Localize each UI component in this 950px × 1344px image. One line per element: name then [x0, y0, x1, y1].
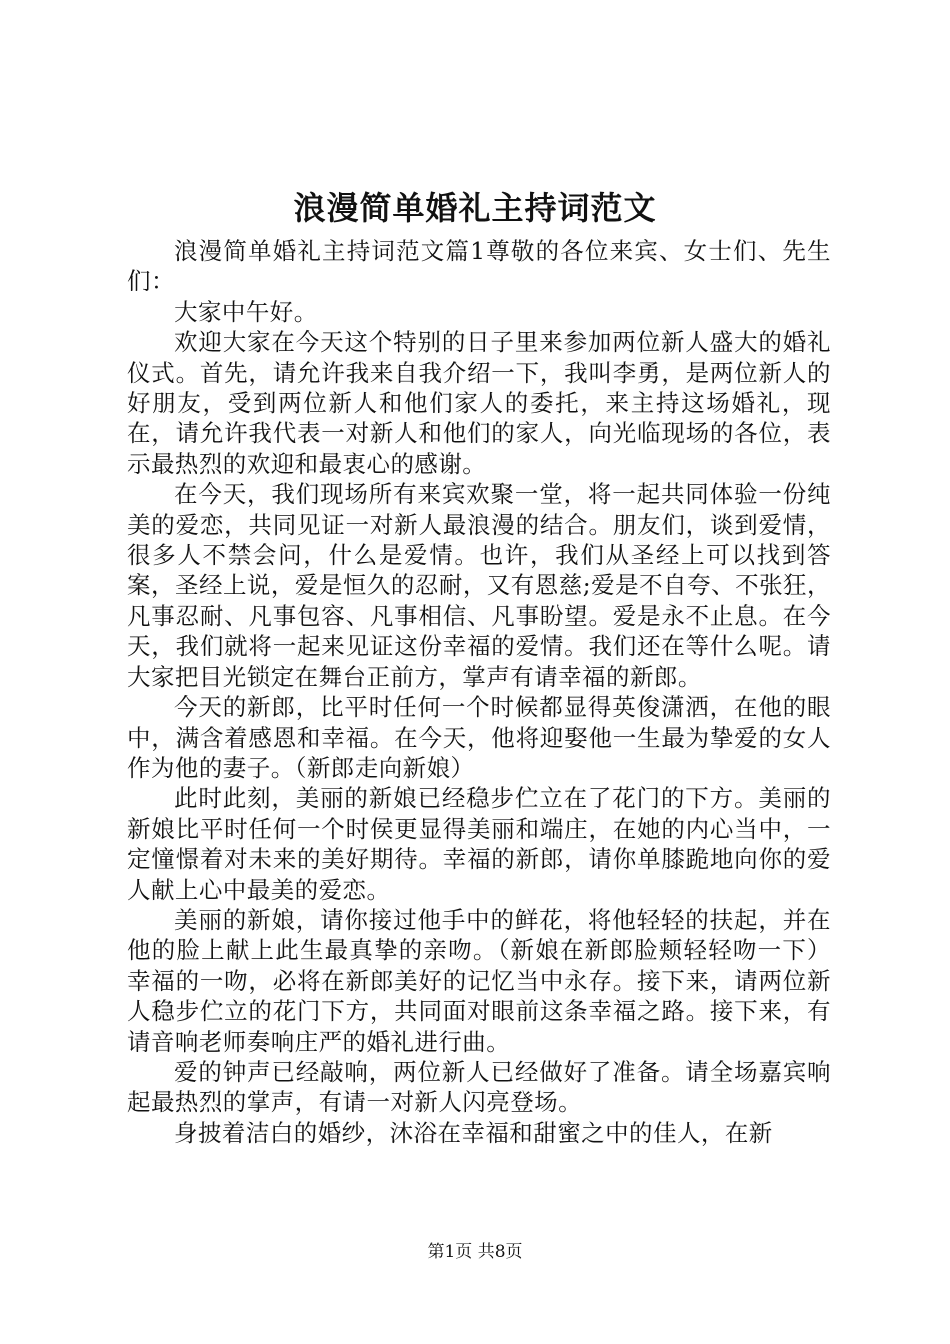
- paragraph-6: 此时此刻，美丽的新娘已经稳步伫立在了花门的下方。美丽的新娘比平时任何一个时侯更显得美丽和端庄，在她的内心当中，一定憧憬着对未来的美好期待。幸福的新郎，请你单膝跪地向你的爱人献上心中最美的爱恋。: [127, 784, 831, 904]
- paragraph-9: 身披着洁白的婚纱，沐浴在幸福和甜蜜之中的佳人，在新: [174, 1118, 773, 1147]
- page-footer: 第1页 共8页: [427, 1242, 523, 1262]
- paragraph-1: 浪漫简单婚礼主持词范文篇1尊敬的各位来宾、女士们、先生们：: [127, 237, 831, 296]
- document-body: [127, 236, 831, 1148]
- paragraph-7: 美丽的新娘，请你接过他手中的鲜花，将他轻轻的扶起，并在他的脸上献上此生最真挚的亲吻。（新娘在新郎脸颊轻轻吻一下）幸福的一吻，必将在新郎美好的记忆当中永存。接下来，请两位新人稳步伫立的花门下方，共同面对眼前这条幸福之路。接下来，有请音响老师奏响庄严的婚礼进行曲。: [127, 905, 831, 1056]
- paragraph-2: 大家中午好。: [174, 297, 318, 326]
- document-title: 浪漫简单婚礼主持词范文: [293, 189, 657, 227]
- paragraph-4: 在今天，我们现场所有来宾欢聚一堂，将一起共同体验一份纯美的爱恋，共同见证一对新人最浪漫的结合。朋友们，谈到爱情，很多人不禁会问，什么是爱情。也许，我们从圣经上可以找到答案，圣经上说，爱是恒久的忍耐，又有恩慈;爱是不自夸、不张狂，凡事忍耐、凡事包容、凡事相信、凡事盼望。爱是永不止息。在今天，我们就将一起来见证这份幸福的爱情。我们还在等什么呢。请大家把目光锁定在舞台正前方，掌声有请幸福的新郎。: [127, 480, 831, 691]
- paragraph-8: 爱的钟声已经敲响，两位新人已经做好了准备。请全场嘉宾响起最热烈的掌声，有请一对新人闪亮登场。: [127, 1057, 831, 1117]
- paragraph-5: 今天的新郎，比平时任何一个时候都显得英俊潇洒，在他的眼中，满含着感恩和幸福。在今天，他将迎娶他一生最为挚爱的女人作为他的妻子。（新郎走向新娘）: [127, 693, 831, 782]
- paragraph-3: 欢迎大家在今天这个特别的日子里来参加两位新人盛大的婚礼仪式。首先，请允许我来自我介绍一下，我叫李勇，是两位新人的好朋友，受到两位新人和他们家人的委托，来主持这场婚礼，现在，请允许我代表一对新人和他们的家人，向光临现场的各位，表示最热烈的欢迎和最衷心的感谢。: [127, 328, 831, 478]
